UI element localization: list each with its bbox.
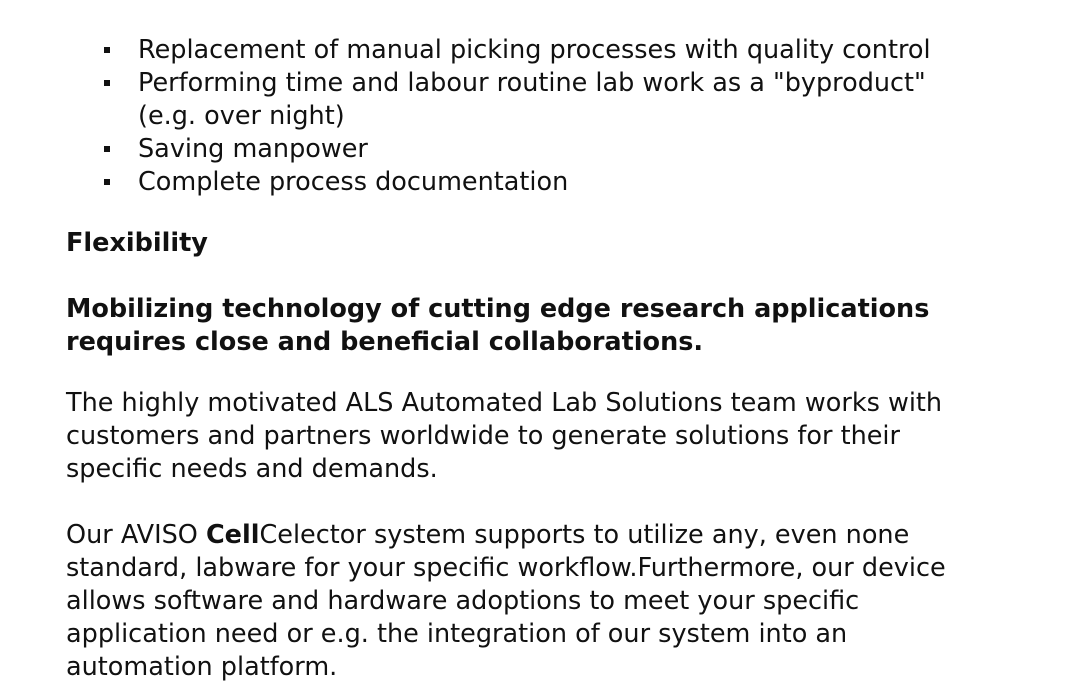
list-item [138,166,1066,199]
square-bullet-icon [104,179,110,185]
list-item-text: Complete process documentation [138,167,569,197]
list-item-text: Replacement of manual picking processes with quality control [138,35,931,65]
lead-heading: Mobilizing technology of cutting edge research applications requires close and beneficial collaborations. [66,294,930,357]
paragraph-cellcelector [66,519,976,684]
paragraph-rest: Celector system supports to utilize any, even none standard, labware for your specific workflow.Furthermore, our device allows software and hardware adoptions to meet your specific application need or e.g. the integration of our system into an automation platform. [66,520,946,682]
brand-name-bold: Cell [205,520,260,550]
benefits-list [66,34,1066,199]
list-item [138,67,988,133]
square-bullet-icon [104,146,110,152]
paragraph-prefix: Our AVISO [66,520,206,550]
paragraph-team: The highly motivated ALS Automated Lab Solutions team works with customers and partners worldwide to generate solutions for their specific needs and demands. [66,388,943,484]
section-heading-flexibility: Flexibility [66,228,208,258]
square-bullet-icon [104,47,110,53]
square-bullet-icon [104,80,110,86]
list-item [138,34,1066,67]
list-item [138,133,1066,166]
document-body [66,34,1066,684]
list-item-text: Saving manpower [138,134,368,164]
list-item-text: Performing time and labour routine lab work as a "byproduct" (e.g. over night) [138,68,926,131]
